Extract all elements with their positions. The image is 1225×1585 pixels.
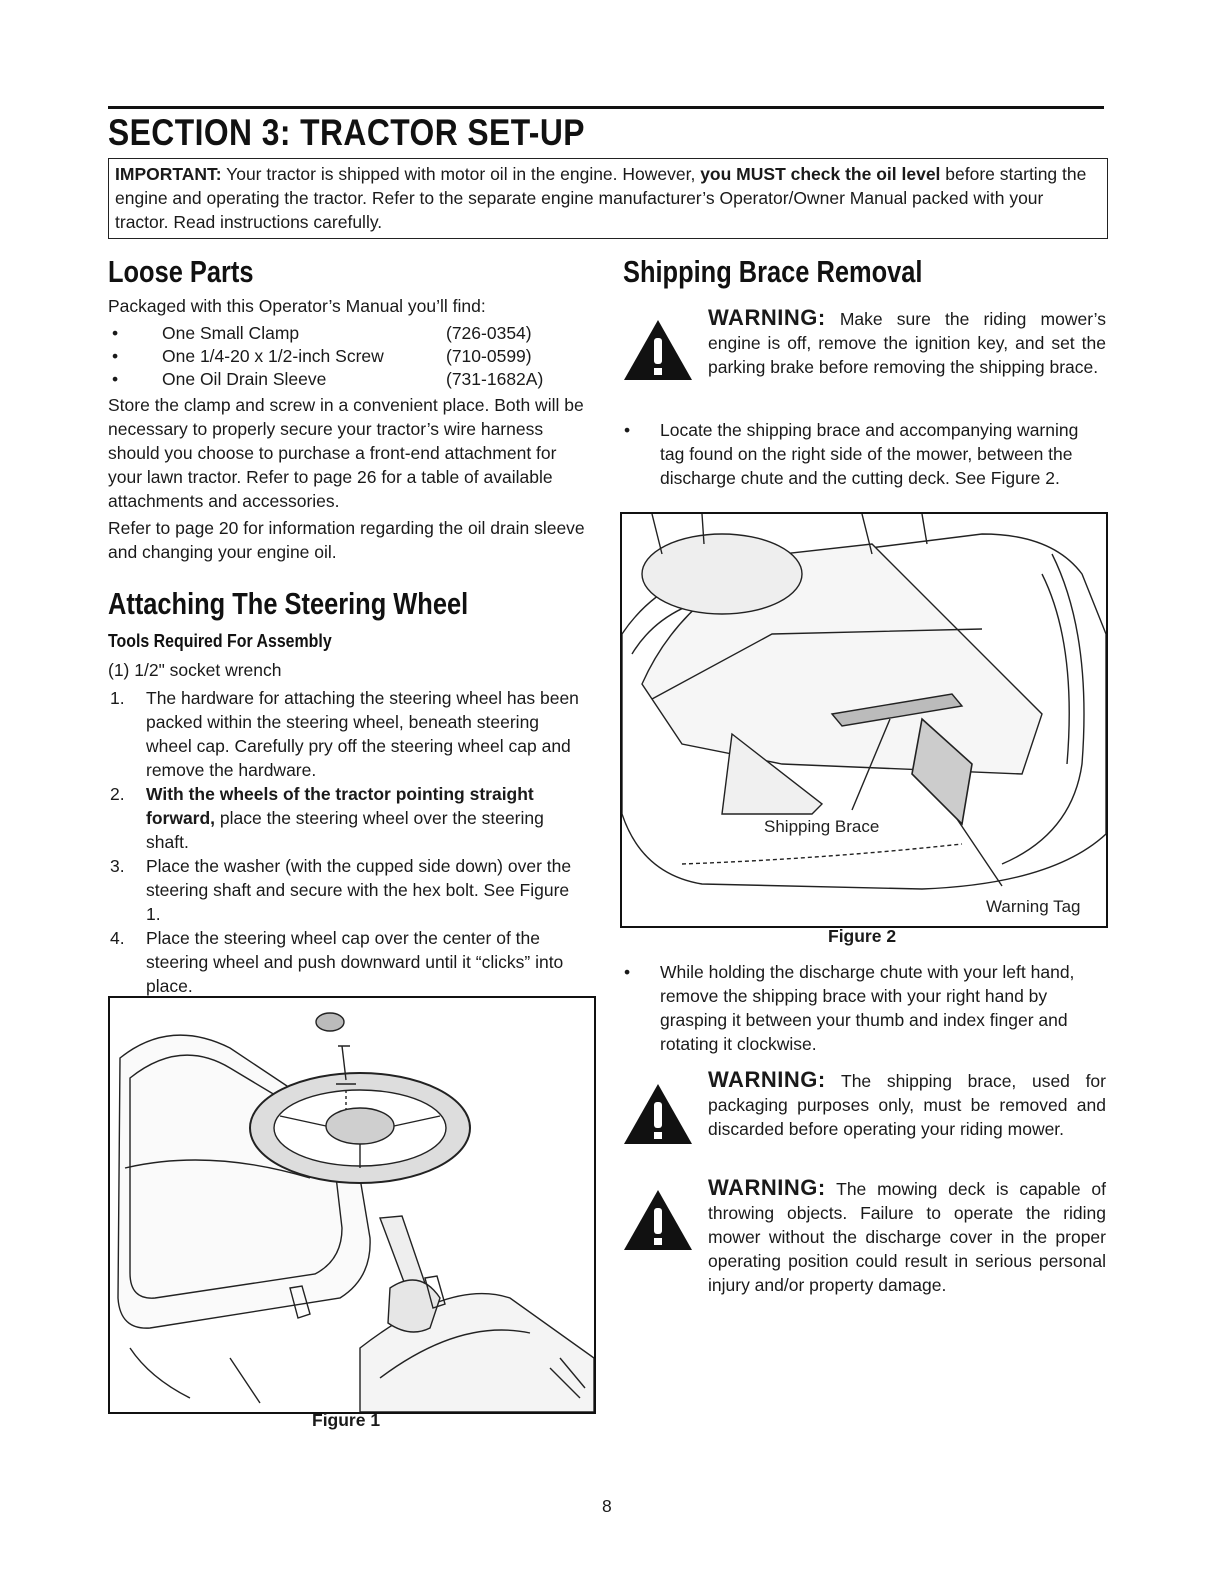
warning-triangle-icon-svg xyxy=(622,318,694,382)
parts-list xyxy=(112,322,582,391)
bullet: • xyxy=(112,369,119,389)
label-warning-tag: Warning Tag xyxy=(986,897,1081,916)
step-text: Place the steering wheel cap over the center of the steering wheel and push downward until it “clicks” into place. xyxy=(146,928,564,996)
bullet-text: While holding the discharge chute with your left hand, remove the shipping brace with your right hand by grasping it between your thumb and index finger and rotating it clockwise. xyxy=(660,962,1075,1054)
list-item xyxy=(108,854,588,926)
step-bold: With the wheels of the tractor pointing straight forward, xyxy=(146,784,534,828)
loose-parts-paragraph-1: Store the clamp and screw in a convenient place. Both will be necessary to properly secure your tractor’s wire harness should you choose to purchase a front-end attachment for your lawn tractor. Refer to page 26 for a table of available attachments and accessories. xyxy=(108,395,584,511)
shipping-heading: Shipping Brace Removal xyxy=(623,254,923,289)
steering-wheel-illustration xyxy=(110,998,594,1412)
loose-parts-paragraph-2: Refer to page 20 for information regarding the oil drain sleeve and changing your engine oil. xyxy=(108,518,585,562)
loose-parts-heading: Loose Parts xyxy=(108,254,254,289)
bullet-text: Locate the shipping brace and accompanying warning tag found on the right side of the mower, between the discharge chute and the cutting deck. See Figure 2. xyxy=(660,420,1079,488)
important-notice-box xyxy=(108,158,1108,239)
steering-heading: Attaching The Steering Wheel xyxy=(108,586,469,621)
warning-triangle-icon-svg xyxy=(622,1082,694,1146)
important-bold: you MUST check the oil level xyxy=(700,164,941,184)
important-text-1: Your tractor is shipped with motor oil in the engine. However, xyxy=(221,164,701,184)
warning-3 xyxy=(708,1176,1106,1297)
part-name: One 1/4-20 x 1/2-inch Screw xyxy=(162,346,384,366)
warning-triangle-icon xyxy=(622,318,694,387)
part-number: (726-0354) xyxy=(446,323,532,343)
step-text: place the steering wheel over the steering shaft. xyxy=(146,808,544,852)
part-number: (710-0599) xyxy=(446,346,532,366)
warning-2 xyxy=(708,1068,1106,1141)
loose-parts-intro: Packaged with this Operator’s Manual you’ll find: xyxy=(108,296,486,316)
figure-2-caption: Figure 2 xyxy=(828,926,897,946)
warning-text: Make sure the riding mower’s engine is off, remove the ignition key, and set the parking brake before removing the shipping brace. xyxy=(708,309,1106,377)
figure-1-caption: Figure 1 xyxy=(312,1410,381,1430)
step-text: The hardware for attaching the steering wheel has been packed within the steering wheel, beneath steering wheel cap. Carefully pry off the steering wheel cap and remove the hardware. xyxy=(146,688,579,780)
part-name: One Oil Drain Sleeve xyxy=(162,369,327,389)
step-number: 3. xyxy=(110,856,125,876)
list-item xyxy=(108,926,588,998)
bullet: • xyxy=(112,346,119,366)
warning-text: The shipping brace, used for packaging purposes only, must be removed and discarded before operating your riding mower. xyxy=(708,1071,1106,1139)
figure-1-steering-wheel xyxy=(108,996,596,1414)
warning-label: WARNING: xyxy=(708,1175,826,1200)
section-title: SECTION 3: TRACTOR SET-UP xyxy=(108,112,585,153)
bullet: • xyxy=(624,420,631,440)
step-number: 2. xyxy=(110,784,125,804)
page-number: 8 xyxy=(602,1496,612,1516)
section-rule xyxy=(108,106,1104,109)
important-label: IMPORTANT: xyxy=(115,164,222,184)
warning-triangle-icon-svg xyxy=(622,1188,694,1252)
bullet-locate-brace xyxy=(620,418,1104,490)
figure-2-shipping-brace xyxy=(620,512,1108,928)
step-text: Place the washer (with the cupped side down) over the steering shaft and secure with the hex bolt. See Figure 1. xyxy=(146,856,572,924)
step-number: 4. xyxy=(110,928,125,948)
step-number: 1. xyxy=(110,688,125,708)
steering-steps xyxy=(108,686,588,998)
list-item xyxy=(112,322,582,345)
label-shipping-brace: Shipping Brace xyxy=(764,817,880,836)
tools-subheading: Tools Required For Assembly xyxy=(108,630,332,651)
warning-text: The mowing deck is capable of throwing objects. Failure to operate the riding mower without the discharge cover in the proper operating position could result in serious personal injury and/or property damage. xyxy=(708,1179,1106,1295)
bullet-remove-brace xyxy=(620,960,1104,1056)
list-item xyxy=(112,345,582,368)
important-text-2: before starting the engine and operating the tractor. Refer to the separate engine manufacturer’s Operator/Owner Manual packed with your tractor. Read instructions carefully. xyxy=(115,164,1087,232)
bullet: • xyxy=(112,323,119,343)
shipping-brace-illustration xyxy=(622,514,1106,926)
part-name: One Small Clamp xyxy=(162,323,300,343)
warning-1 xyxy=(708,306,1106,379)
list-item xyxy=(108,782,588,854)
warning-label: WARNING: xyxy=(708,1067,826,1092)
warning-triangle-icon xyxy=(622,1188,694,1257)
warning-triangle-icon xyxy=(622,1082,694,1151)
tools-text: (1) 1/2" socket wrench xyxy=(108,660,282,680)
list-item xyxy=(112,368,582,391)
part-number: (731-1682A) xyxy=(446,369,544,389)
bullet: • xyxy=(624,962,631,982)
warning-label: WARNING: xyxy=(708,305,826,330)
list-item xyxy=(108,686,588,782)
